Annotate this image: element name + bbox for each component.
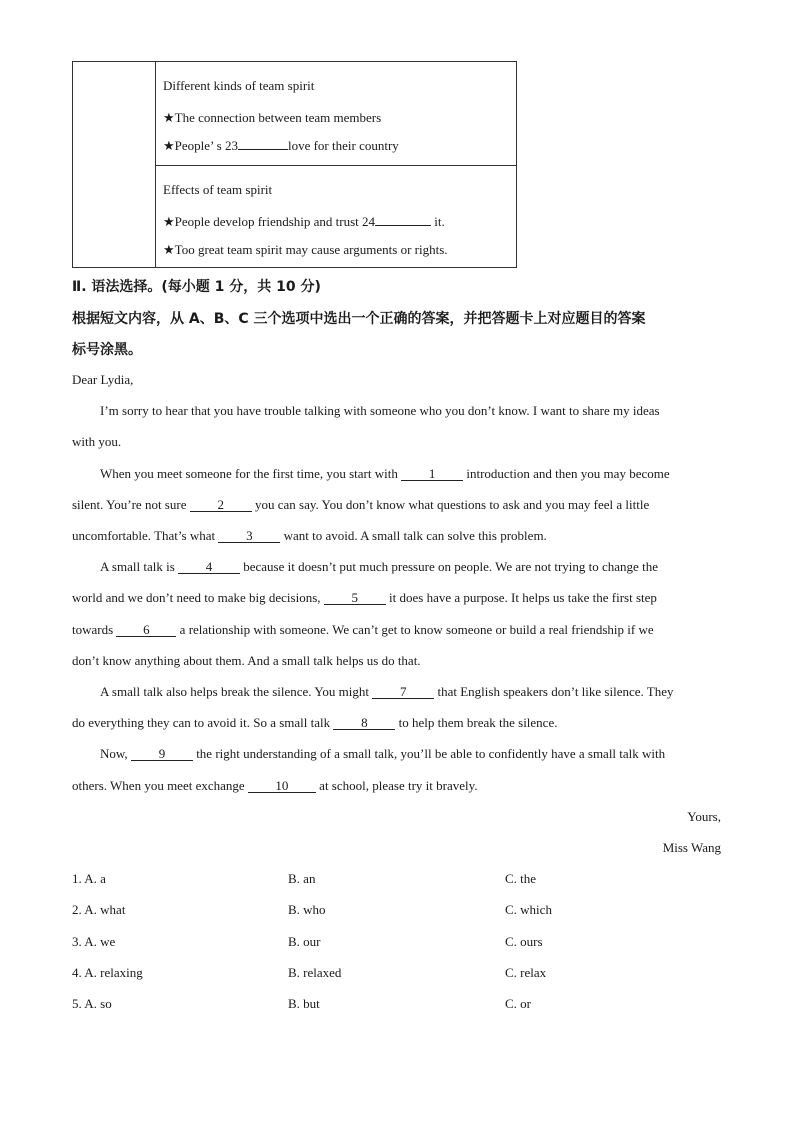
table-cell-kinds [156,62,516,166]
option-2b: B. who [288,902,326,917]
blank-6: 6 [116,623,176,637]
table-section1-item1: ★The connection between team members [163,110,382,125]
section-heading: Ⅱ. 语法选择。(每小题 1 分，共 10 分) [72,279,321,295]
p4-line1: A small talk also helps break the silence. You might 7 that English speakers don’t like silence. They [100,684,674,699]
p4-line2: do everything they can to avoid it. So a small talk 8 to help them break the silence. [72,715,558,730]
blank-3: 3 [218,529,280,543]
p3-line2: world and we don’t need to make big decisions, 5 it does have a purpose. It helps us take the first step [72,590,657,605]
blank-23 [238,149,288,150]
option-5b: B. but [288,996,320,1011]
table-right-column [156,62,516,267]
outline-table [72,61,517,268]
instruction-line2: 标号涂黑。 [72,342,142,358]
p2-line3: uncomfortable. That’s what 3 want to avoid. A small talk can solve this problem. [72,528,547,543]
option-2c: C. which [505,902,552,917]
table-section2-title: Effects of team spirit [163,182,273,197]
letter-signature: Miss Wang [662,840,721,855]
p1-line2: with you. [72,434,122,449]
option-2a: 2. A. what [72,902,126,917]
p5-line2: others. When you meet exchange 10 at school, please try it bravely. [72,778,478,793]
table-section2-item2: ★Too great team spirit may cause arguments or rights. [163,242,448,257]
option-5c: C. or [505,996,531,1011]
option-3c: C. ours [505,934,543,949]
blank-24 [375,225,431,226]
letter-salutation: Dear Lydia, [72,372,134,387]
option-4b: B. relaxed [288,965,342,980]
option-4c: C. relax [505,965,547,980]
p1-line1: I’m sorry to hear that you have trouble talking with someone who you don’t know. I want to share my ideas [100,403,660,418]
option-1c: C. the [505,871,537,886]
table-section1-title: Different kinds of team spirit [163,78,315,93]
p2-line1: When you meet someone for the first time, you start with 1 introduction and then you may become [100,466,670,481]
blank-10: 10 [248,779,316,793]
option-3b: B. our [288,934,321,949]
blank-2: 2 [190,498,252,512]
option-3a: 3. A. we [72,934,116,949]
letter-closing: Yours, [687,809,721,824]
option-1a: 1. A. a [72,871,106,886]
blank-5: 5 [324,591,386,605]
blank-7: 7 [372,685,434,699]
blank-9: 9 [131,747,193,761]
blank-1: 1 [401,467,463,481]
p3-line4: don’t know anything about them. And a small talk helps us do that. [72,653,421,668]
instruction-line1: 根据短文内容，从 A、B、C 三个选项中选出一个正确的答案，并把答题卡上对应题目的答案 [72,311,646,327]
p2-line2: silent. You’re not sure 2 you can say. You don’t know what questions to ask and you may feel a little [72,497,650,512]
table-left-column [73,62,156,267]
option-1b: B. an [288,871,316,886]
p3-line3: towards 6 a relationship with someone. We can’t get to know someone or build a real friendship if we [72,622,654,637]
table-cell-effects [156,166,516,267]
table-section1-item2: ★People’ s 23 love for their country [163,138,399,153]
table-section2-item1: ★People develop friendship and trust 24 it. [163,214,445,229]
option-5a: 5. A. so [72,996,112,1011]
blank-8: 8 [333,716,395,730]
blank-4: 4 [178,560,240,574]
option-4a: 4. A. relaxing [72,965,143,980]
p3-line1: A small talk is 4 because it doesn’t put much pressure on people. We are not trying to change the [100,559,658,574]
p5-line1: Now, 9 the right understanding of a small talk, you’ll be able to confidently have a small talk with [100,746,666,761]
